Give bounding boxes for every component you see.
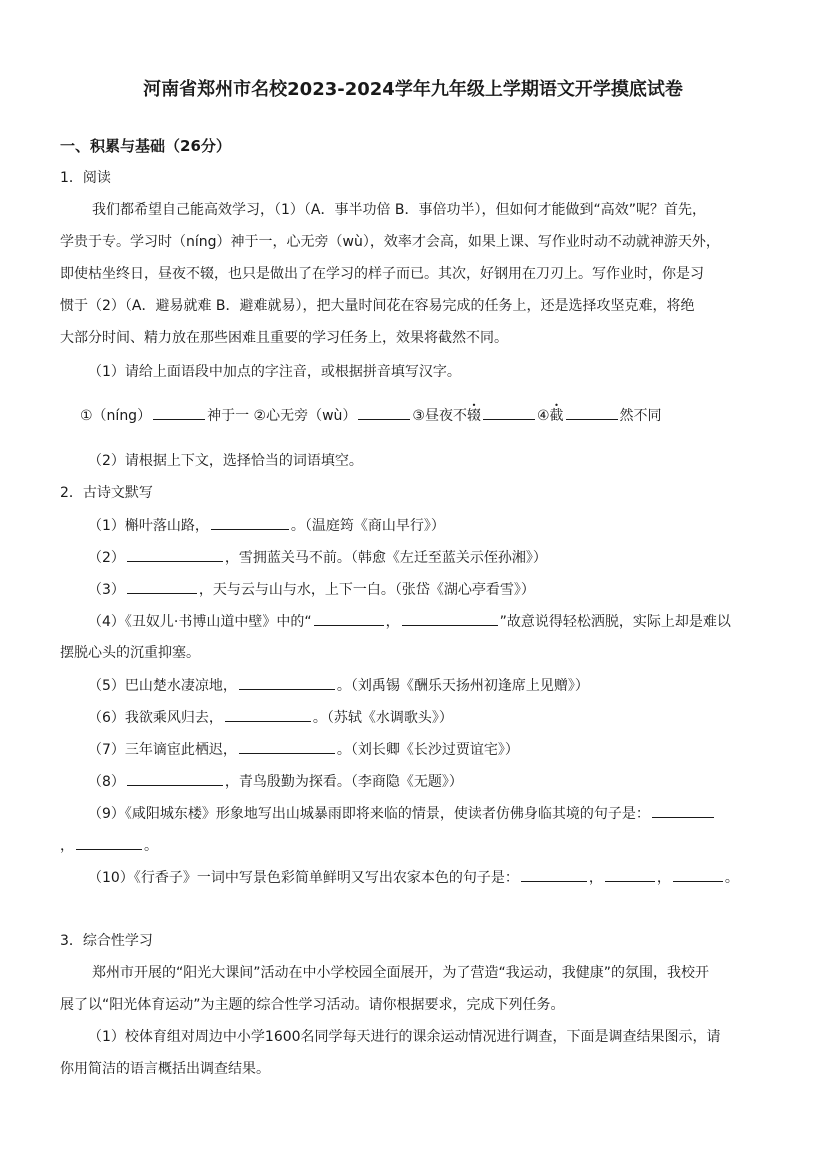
item-text: ，	[656, 870, 671, 886]
fill-in-row	[80, 405, 662, 426]
item-text: ，	[588, 870, 603, 886]
poem-item	[88, 803, 716, 824]
answer-blank[interactable]	[402, 611, 498, 626]
item-text: （9）《咸阳城东楼》形象地写出山城暴雨即将来临的情景，使读者仿佛身临其境的句子是：	[88, 806, 650, 822]
fill-text: ③昼夜不	[412, 408, 467, 424]
poem-item-continued: 摆脱心头的沉重抑塞。	[60, 645, 200, 661]
answer-blank[interactable]	[673, 867, 723, 882]
passage-line: 展了以“阳光体育运动”为主题的综合性学习活动。请你根据要求，完成下列任务。	[60, 997, 565, 1013]
section-heading: 一、积累与基础（26分）	[60, 137, 231, 155]
item-text: 。（刘禹锡《酬乐天扬州初逢席上见赠》）	[336, 678, 589, 694]
poem-item	[88, 771, 463, 792]
item-text: （3）	[88, 582, 125, 598]
answer-blank[interactable]	[239, 675, 335, 690]
question-2-label: 2．古诗文默写	[60, 485, 153, 501]
sub-question: （1）校体育组对周边中小学1600名同学每天进行的课余运动情况进行调查，下面是调查结果图示，请	[88, 1029, 721, 1045]
question-1-label: 1．阅读	[60, 170, 111, 186]
item-text: 。	[144, 838, 158, 854]
question-3-label: 3．综合性学习	[60, 933, 153, 949]
item-text: 。（刘长卿《长沙过贾谊宅》）	[336, 742, 519, 758]
passage-line: 惯于（2）（A．避易就难 B．避难就易），把大量时间花在容易完成的任务上，还是选择攻坚克难，将绝	[60, 298, 695, 314]
fill-text: 神于一 ②心无旁（wù）	[207, 408, 357, 424]
item-text: 。（温庭筠《商山早行》）	[290, 518, 445, 534]
item-text: （5）巴山楚水凄凉地，	[88, 678, 237, 694]
answer-blank[interactable]	[358, 405, 410, 420]
passage-line: 即使枯坐终日，昼夜不辍，也只是做出了在学习的样子而已。其次，好钢用在刀刃上。写作业时，你是习	[60, 266, 704, 282]
poem-item	[88, 611, 731, 632]
item-text: ，	[385, 614, 400, 630]
item-text: （2）	[88, 550, 125, 566]
sub-question: （2）请根据上下文，选择恰当的词语填空。	[88, 453, 363, 469]
item-text: （7）三年谪宦此栖迟，	[88, 742, 237, 758]
answer-blank[interactable]	[483, 405, 535, 420]
item-text: ，青鸟殷勤为探看。（李商隐《无题》）	[224, 774, 463, 790]
passage-line: 大部分时间、精力放在那些困难且重要的学习任务上，效果将截然不同。	[60, 330, 508, 346]
poem-item	[88, 707, 453, 728]
poem-item	[88, 547, 547, 568]
poem-item	[88, 739, 519, 760]
item-text: （8）	[88, 774, 125, 790]
passage-line: 学贵于专。学习时（níng）神于一，心无旁（wù），效率才会高，如果上课、写作业时动不动就神游天外，	[60, 234, 720, 250]
answer-blank[interactable]	[521, 867, 587, 882]
poem-item	[88, 867, 739, 888]
poem-item	[88, 579, 535, 600]
passage-line: 我们都希望自己能高效学习，（1）（A．事半功倍 B．事倍功半），但如何才能做到“高效”呢？首先，	[92, 202, 707, 218]
answer-blank[interactable]	[127, 547, 223, 562]
fill-text: ④	[536, 408, 550, 424]
fill-text: 然不同	[619, 408, 662, 424]
item-text: ，	[60, 838, 74, 854]
sub-question-continued: 你用简洁的语言概括出调查结果。	[60, 1061, 270, 1077]
answer-blank[interactable]	[225, 707, 311, 722]
item-text: （10）《行香子》一词中写景色彩简单鲜明又写出农家本色的句子是：	[88, 870, 519, 886]
item-text: 。（苏轼《水调歌头》）	[312, 710, 453, 726]
poem-item	[88, 675, 589, 696]
item-text: ，天与云与山与水，上下一白。（张岱《湖心亭看雪》）	[198, 582, 535, 598]
answer-blank[interactable]	[211, 515, 289, 530]
answer-blank[interactable]	[153, 405, 205, 420]
page-title: 河南省郑州市名校2023-2024学年九年级上学期语文开学摸底试卷	[143, 79, 683, 100]
poem-item-continued	[60, 835, 158, 856]
item-text: ，雪拥蓝关马不前。（韩愈《左迁至蓝关示侄孙湘》）	[224, 550, 547, 566]
item-text: （6）我欲乘风归去，	[88, 710, 223, 726]
passage-line: 郑州市开展的“阳光大课间”活动在中小学校园全面展开，为了营造“我运动，我健康”的氛围，我校开	[92, 965, 710, 981]
item-text: 。	[724, 870, 739, 886]
item-text: （1）槲叶落山路，	[88, 518, 209, 534]
poem-item	[88, 515, 445, 536]
sub-question: （1）请给上面语段中加点的字注音，或根据拼音填写汉字。	[88, 364, 461, 380]
answer-blank[interactable]	[127, 771, 223, 786]
answer-blank[interactable]	[239, 739, 335, 754]
fill-text: ①（níng）	[80, 408, 152, 424]
dotted-character: 辍	[466, 408, 481, 424]
answer-blank[interactable]	[566, 405, 618, 420]
item-text: （4）《丑奴儿·书博山道中壁》中的“	[88, 614, 312, 630]
answer-blank[interactable]	[76, 835, 142, 850]
answer-blank[interactable]	[314, 611, 384, 626]
answer-blank[interactable]	[605, 867, 655, 882]
answer-blank[interactable]	[127, 579, 197, 594]
answer-blank[interactable]	[652, 803, 714, 818]
item-text: ”故意说得轻松洒脱，实际上却是难以	[499, 614, 731, 630]
dotted-character: 截	[549, 408, 564, 424]
